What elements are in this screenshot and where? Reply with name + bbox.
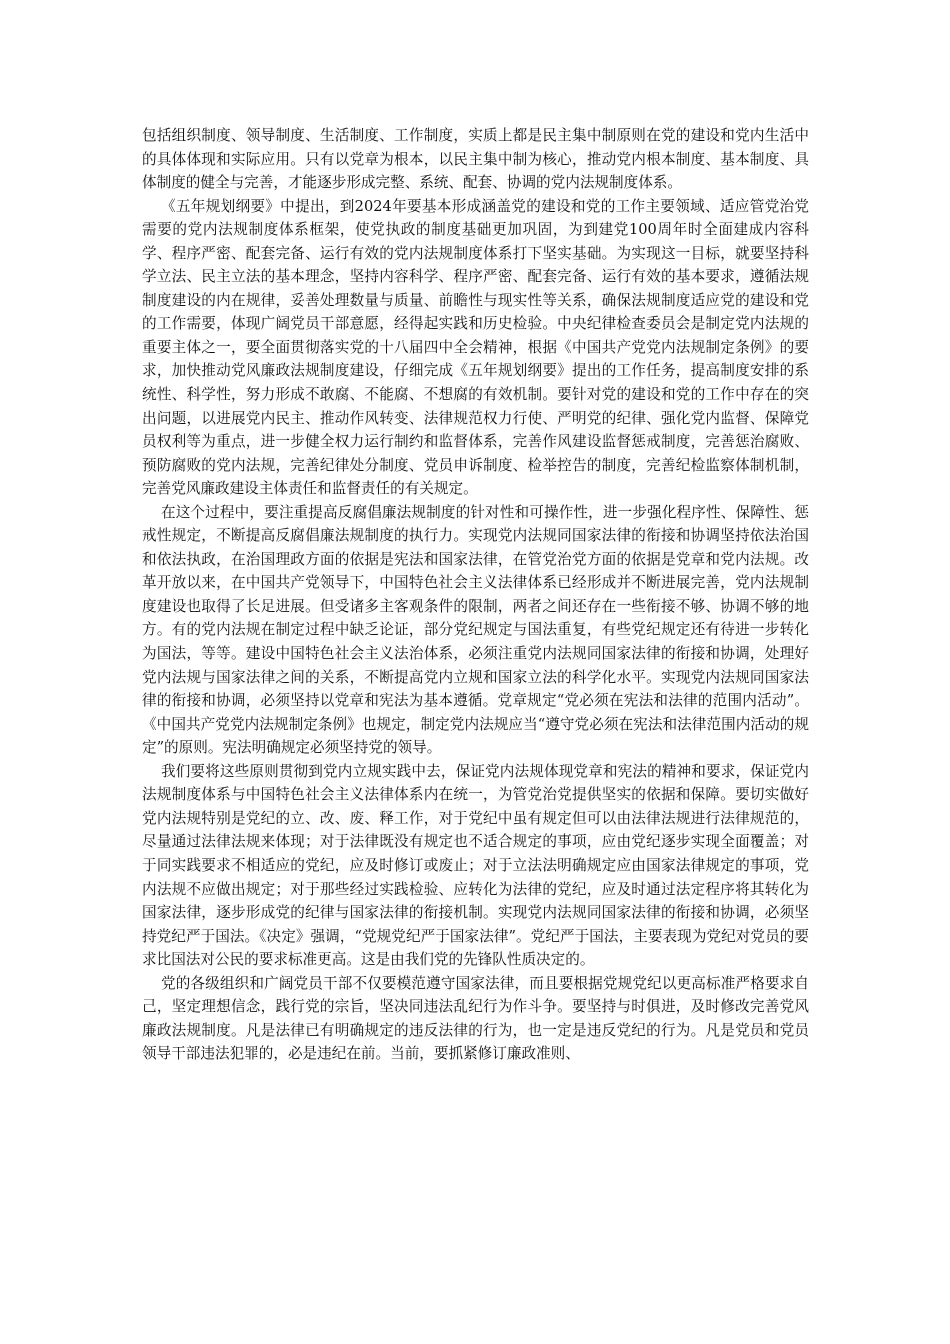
paragraph: 我们要将这些原则贯彻到党内立规实践中去，保证党内法规体现党章和宪法的精神和要求，保证党内法规制度体系与中国特色社会主义法律体系内在统一，为管党治党提供坚实的依据和保障。要切实做好党内法规特别是党纪的立、改、废、释工作，对于党纪中虽有规定但可以由法律法规进行法律规范的，尽量通过法律法规来体现；对于法律既没有规定也不适合规定的事项，应由党纪逐步实现全面覆盖；对于同实践要求不相适应的党纪，应及时修订或废止；对于立法法明确规定应由国家法律规定的事项，党内法规不应做出规定；对于那些经过实践检验、应转化为法律的党纪，应及时通过法定程序将其转化为国家法律，逐步形成党的纪律与国家法律的衔接机制。实现党内法规同国家法律的衔接和协调，必须坚持党纪严于国法。《决定》强调，“党规党纪严于国家法律”。党纪严于国法，主要表现为党纪对党员的要求比国法对公民的要求标准更高。这是由我们党的先锋队性质决定的。 bbox=[142, 762, 809, 969]
document-body bbox=[142, 124, 809, 1066]
paragraph-continued: 包括组织制度、领导制度、生活制度、工作制度，实质上都是民主集中制原则在党的建设和党内生活中的具体体现和实际应用。只有以党章为根本，以民主集中制为核心，推动党内根本制度、基本制度、具体制度的健全与完善，才能逐步形成完整、系统、配套、协调的党内法规制度体系。 bbox=[142, 127, 809, 192]
paragraph: 《五年规划纲要》中提出，到2024年要基本形成涵盖党的建设和党的工作主要领域、适应管党治党需要的党内法规制度体系框架，使党执政的制度基础更加巩固，为到建党100周年时全面建成内容科学、程序严密、配套完备、运行有效的党内法规制度体系打下坚实基础。为实现这一目标，就要坚持科学立法、民主立法的基本理念，坚持内容科学、程序严密、配套完备、运行有效的基本要求，遵循法规制度建设的内在规律，妥善处理数量与质量、前瞻性与现实性等关系，确保法规制度适应党的建设和党的工作需要，体现广阔党员干部意愿，经得起实践和历史检验。中央纪律检查委员会是制定党内法规的重要主体之一，要全面贯彻落实党的十八届四中全会精神，根据《中国共产党党内法规制定条例》的要求，加快推动党风廉政法规制度建设，仔细完成《五年规划纲要》提出的工作任务，提高制度安排的系统性、科学性，努力形成不敢腐、不能腐、不想腐的有效机制。要针对党的建设和党的工作中存在的突出问题，以进展党内民主、推动作风转变、法律规范权力行使、严明党的纪律、强化党内监督、保障党员权利等为重点，进一步健全权力运行制约和监督体系，完善作风建设监督惩戒制度，完善惩治腐败、预防腐败的党内法规，完善纪律处分制度、党员申诉制度、检举控告的制度，完善纪检监察体制机制，完善党风廉政建设主体责任和监督责任的有关规定。 bbox=[142, 197, 809, 498]
paragraph: 党的各级组织和广阔党员干部不仅要模范遵守国家法律，而且要根据党规党纪以更高标准严格要求自己，坚定理想信念，践行党的宗旨，坚决同违法乱纪行为作斗争。要坚持与时俱进，及时修改完善党风廉政法规制度。凡是法律已有明确规定的违反法律的行为，也一定是违反党纪的行为。凡是党员和党员领导干部违法犯罪的，必是违纪在前。当前，要抓紧修订廉政准则、 bbox=[142, 974, 809, 1063]
paragraph: 在这个过程中，要注重提高反腐倡廉法规制度的针对性和可操作性，进一步强化程序性、保障性、惩戒性规定，不断提高反腐倡廉法规制度的执行力。实现党内法规同国家法律的衔接和协调坚持依法治国和依法执政，在治国理政方面的依据是宪法和国家法律，在管党治党方面的依据是党章和党内法规。改革开放以来，在中国共产党领导下，中国特色社会主义法律体系已经形成并不断进展完善，党内法规制度建设也取得了长足进展。但受诸多主客观条件的限制，两者之间还存在一些衔接不够、协调不够的地方。有的党内法规在制定过程中缺乏论证，部分党纪规定与国法重复，有些党纪规定还有待进一步转化为国法，等等。建设中国特色社会主义法治体系，必须注重党内法规同国家法律的衔接和协调，处理好党内法规与国家法律之间的关系，不断提高党内立规和国家立法的科学化水平。实现党内法规同国家法律的衔接和协调，必须坚持以党章和宪法为基本遵循。党章规定“党必须在宪法和法律的范围内活动”。《中国共产党党内法规制定条例》也规定，制定党内法规应当“遵守党必须在宪法和法律范围内活动的规定”的原则。宪法明确规定必须坚持党的领导。 bbox=[142, 503, 809, 757]
